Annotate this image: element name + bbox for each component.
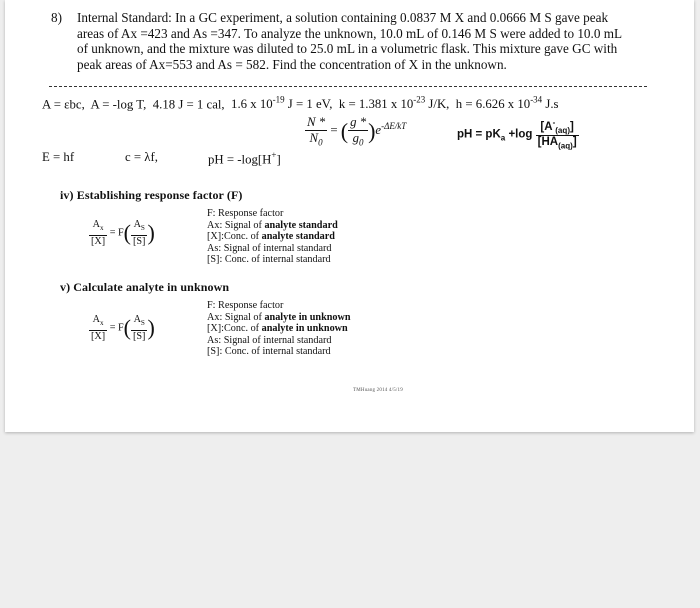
wave-speed-eq: c = λf,: [125, 150, 158, 164]
section-v-formula: $\frac{A_x}{[X]}$ = F( $\frac{A_S}{[S]}$ ): [91, 314, 155, 342]
photon-energy-eq: E = hf: [42, 150, 75, 164]
problem-line-1: Internal Standard: In a GC experiment, a solution containing 0.0837 M X and 0.0666 M S gave peak: [77, 10, 609, 25]
dashed-divider: [49, 86, 647, 87]
problem-statement: [51, 10, 667, 72]
legend-item: [S]: Conc. of internal standard: [207, 346, 331, 358]
equations-row-1: [42, 95, 559, 112]
footer-watermark: TMHuang 2014 4/5/19: [353, 388, 403, 393]
legend-item: [X]:Conc. of analyte in unknown: [207, 323, 348, 335]
section-iv-title: iv) Establishing response factor (F): [60, 188, 243, 202]
legend-item: As: Signal of internal standard: [207, 242, 332, 254]
section-v-legend: [207, 300, 351, 358]
boltzmann-distribution-eq: $\frac{N *}{N_0}$ = ( $\frac{g *}{g_0}$ )$e^{-\Delta E/kT}$: [307, 115, 407, 148]
legend-item: F: Response factor: [207, 208, 284, 219]
planck-constant-eq: h = 6.626 x $10^{-34}$ J.s: [455, 95, 559, 112]
problem-line-2: areas of Ax =423 and As =347. To analyze the unknown, 10.0 mL of 0.146 M S were added to 10.0 mL: [77, 25, 623, 41]
section-iv-legend: [207, 208, 338, 266]
electronvolt-eq: 1.6 x $10^{-19}$ J = 1 eV,: [231, 95, 333, 112]
document-page: [5, 0, 694, 432]
legend-item: F: Response factor: [207, 300, 284, 311]
legend-item: [S]: Conc. of internal standard: [207, 254, 331, 266]
legend-item: Ax: Signal of analyte in unknown: [207, 311, 351, 323]
legend-item: [X]:Conc. of analyte standard: [207, 231, 335, 243]
boltzmann-constant-eq: k = 1.381 x $10^{-23}$ J/K,: [338, 95, 450, 112]
problem-number: 8): [51, 10, 62, 25]
section-v-title: v) Calculate analyte in unknown: [60, 280, 230, 294]
problem-line-3: of unknown, and the mixture was diluted to 25.0 mL in a volumetric flask. This mixture gave GC with: [77, 41, 618, 57]
section-iv-formula: $\frac{A_x}{[X]}$ = F( $\frac{A_S}{[S]}$ ): [91, 219, 155, 247]
beer-lambert-eq: A = εbc,: [42, 97, 85, 112]
problem-line-4: peak areas of Ax=553 and As = 582. Find the concentration of X in the unknown.: [77, 56, 507, 72]
legend-item: Ax: Signal of analyte standard: [207, 219, 338, 231]
degeneracy-ratio: $\frac{g *}{g_0}$: [350, 115, 367, 148]
ph-definition-eq: pH = -log[H+]: [208, 150, 281, 167]
legend-item: As: Signal of internal standard: [207, 334, 332, 346]
henderson-hasselbalch-eq: pH = $pK_a +\log$ $\frac{[A^-_{(aq)}]}{[HA_{(aq)}]}$: [457, 118, 577, 151]
absorbance-eq: A = -log T,: [90, 97, 147, 112]
population-ratio: $\frac{N *}{N_0}$: [307, 115, 326, 148]
calorie-eq: 4.18 J = 1 cal,: [152, 97, 225, 112]
